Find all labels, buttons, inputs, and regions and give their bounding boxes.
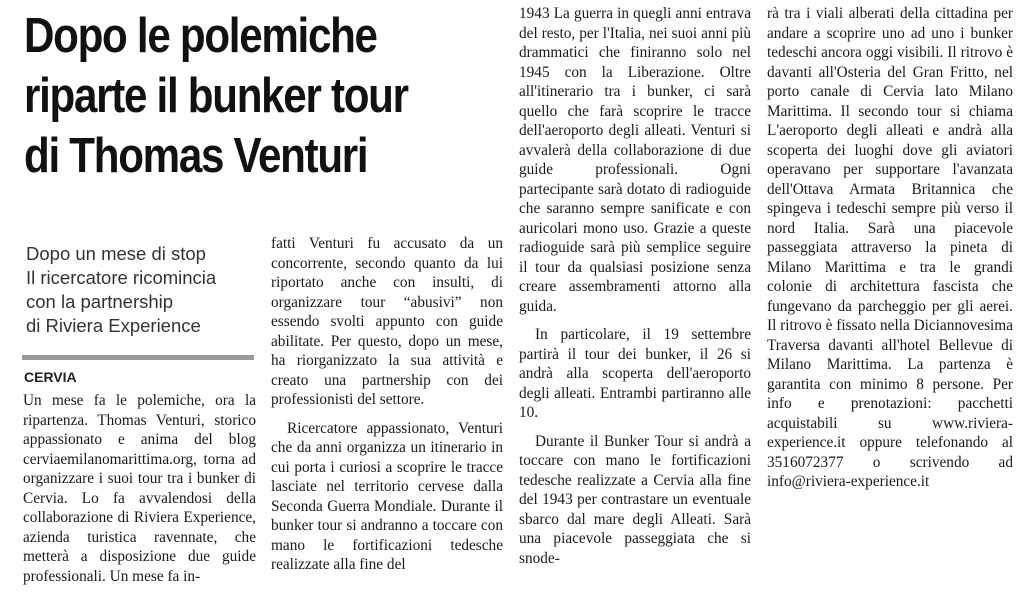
body-column-4: [767, 4, 1013, 492]
subhead-line-2: Il ricercatore ricomincia: [26, 267, 217, 288]
headline-line-3: di Thomas Venturi: [24, 129, 368, 183]
paragraph: fatti Venturi fu accusato da un concorrente, secondo quanto da lui riportato anche con insulti, di organizzare tour “abusivi” non essendo svolti appunto con guide abilitate. Per questo, dopo un mese, ha riorganizzato la sua attività e creato una partnership con dei professionisti del settore.: [271, 235, 503, 408]
paragraph: Durante il Bunker Tour si andrà a toccare con mano le fortificazioni tedesche realizzate a Cervia alla fine del 1943 per contrastare un eventuale sbarco dal mare degli Alleati. Sarà una piacevole passeggiata che si snode-: [519, 432, 751, 567]
headline-line-2: riparte il bunker tour: [24, 69, 408, 123]
subhead-line-1: Dopo un mese di stop: [26, 243, 206, 264]
subhead-line-4: di Riviera Experience: [26, 315, 201, 336]
subhead-line-3: con la partnership: [26, 291, 174, 312]
location-kicker: CERVIA: [24, 369, 77, 385]
body-column-1: [23, 391, 256, 586]
paragraph: Ricercatore appassionato, Venturi che da anni organizza un itinerario in cui porta i curiosi a scoprire le tracce lasciate nel territorio cervese dalla Seconda Guerra Mondiale. Durante il bunker tour si andranno a toccare con mano le fortificazioni tedesche realizzate alla fine del: [271, 419, 503, 573]
body-column-3: [519, 4, 751, 568]
section-divider: [22, 355, 254, 360]
headline: [24, 6, 437, 186]
paragraph: 1943 La guerra in quegli anni entrava del resto, per l'Italia, nei suoi anni più drammatici che finiranno solo nel 1945 con la Liberazione. Oltre all'itinerario tra i bunker, ci sarà quello che farà scoprire le tracce dell'aeroporto degli alleati. Venturi si avvalerà della collaborazione di due guide professionali. Ogni partecipante sarà dotato di radioguide che saranno sempre sanificate e con auricolari mono uso. Grazie a queste radioguide sarà più semplice seguire il tour da qualsiasi posizione senza creare assembramenti attorno alla guida.: [519, 5, 751, 315]
subheadline: [26, 242, 271, 338]
paragraph: rà tra i viali alberati della cittadina per andare a scoprire uno ad uno i bunker tedeschi ancora oggi visibili. Il ritrovo è davanti all'Osteria del Gran Fritto, nel porto canale di Cervia lato Milano Marittima. Il secondo tour si chiama L'aeroporto degli alleati e andrà alla scoperta dei luoghi dove gli aviatori operavano per supportare l'avanzata dell'Ottava Armata Britannica che spingeva i tedeschi sempre più verso il nord Italia. Sarà una piacevole passeggiata attraverso la pineta di Milano Marittima e tra le grandi colonie di architettura fascista che fungevano da parcheggio per gli aerei. Il ritrovo è fissato nella Diciannovesima Traversa davanti all'hotel Bellevue di Milano Marittima. La partenza è garantita con minimo 8 persone. Per info e prenotazioni: pacchetti acquistabili su www.riviera-experience.it oppure telefonando al 3516072377 o scrivendo ad info@riviera-experience.it: [767, 5, 1013, 490]
headline-line-1: Dopo le polemiche: [24, 9, 377, 63]
paragraph: In particolare, il 19 settembre partirà il tour dei bunker, il 26 si andrà alla scoperta dell'aeroporto degli alleati. Entrambi partiranno alle 10.: [519, 326, 751, 421]
body-column-2: [271, 234, 503, 575]
paragraph: Un mese fa le polemiche, ora la ripartenza. Thomas Venturi, storico appassionato e anima del blog cerviaemilanomarittima.org, torna ad organizzare i suoi tour tra i bunker di Cervia. Lo fa avvalendosi della collaborazione di Riviera Experience, azienda turistica ravennate, che metterà a disposizione due guide professionali. Un mese fa in-: [23, 392, 256, 585]
